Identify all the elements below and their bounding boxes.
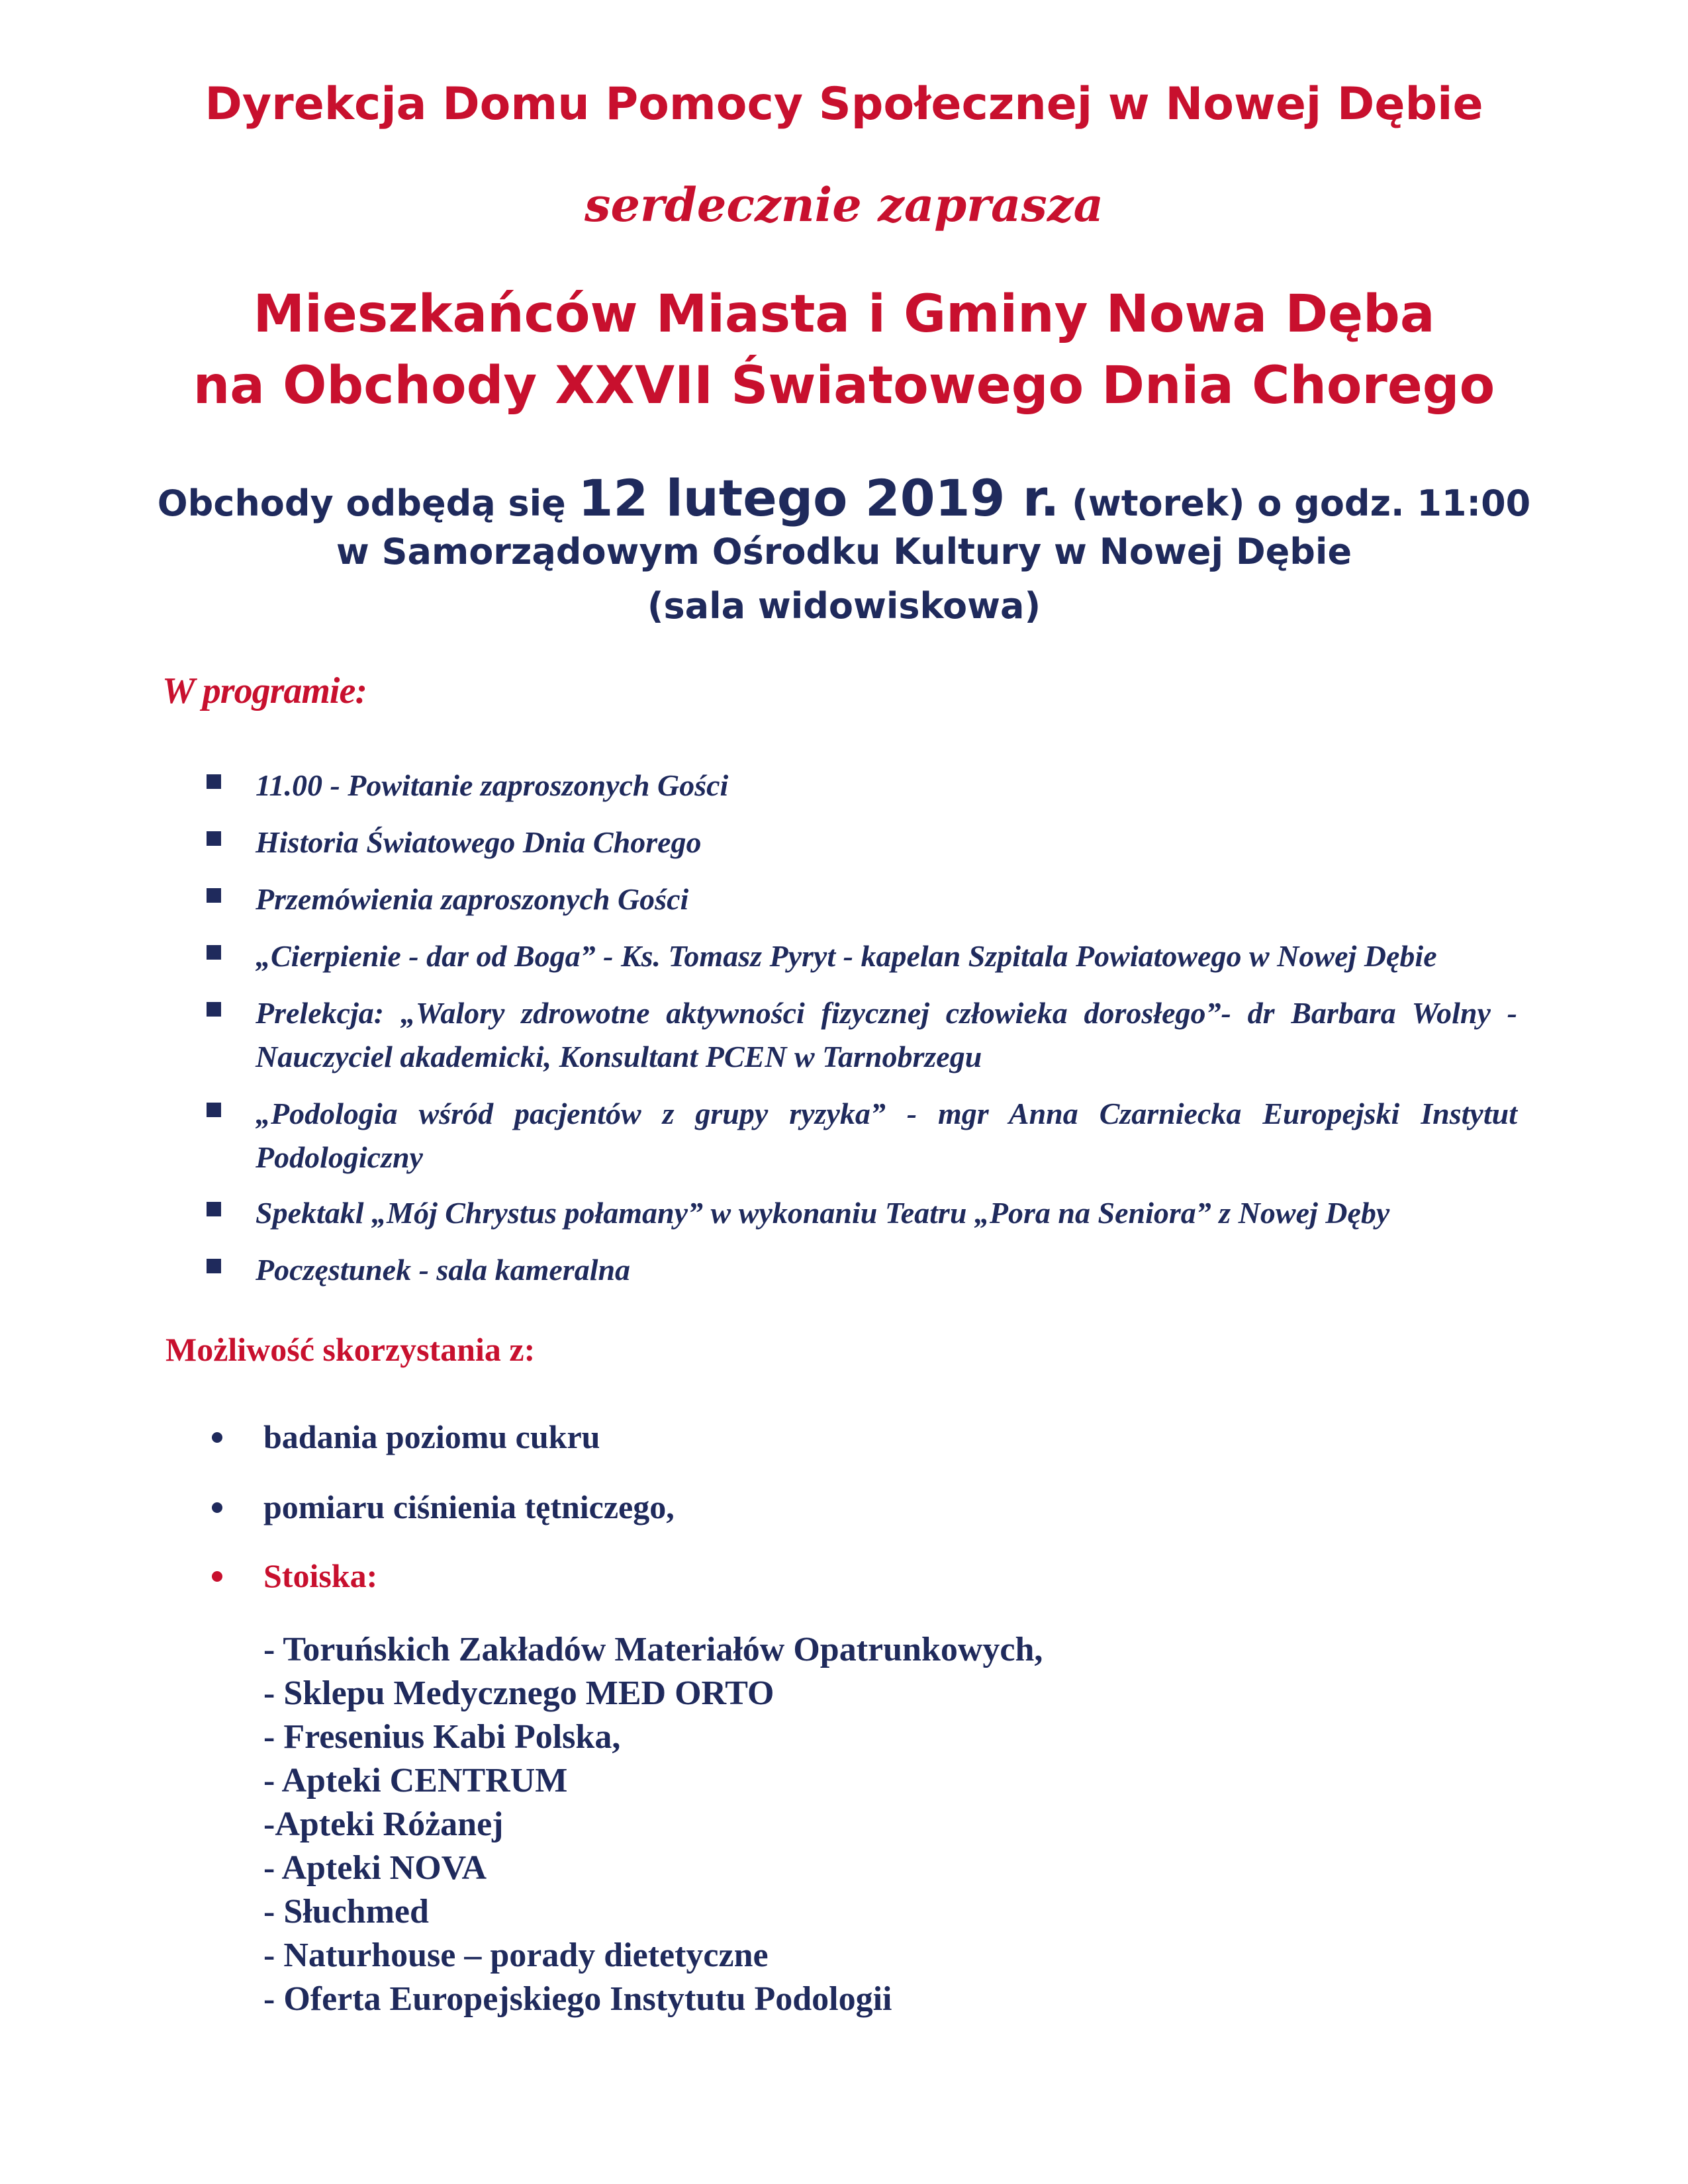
- audience-heading-line2: na Obchody XXVII Światowego Dnia Chorego: [193, 356, 1495, 416]
- round-bullet-icon: [212, 1502, 222, 1513]
- stand-item: - Fresenius Kabi Polska,: [263, 1718, 621, 1756]
- square-bullet-icon: [207, 1202, 221, 1216]
- square-bullet-icon: [207, 1103, 221, 1117]
- square-bullet-icon: [207, 1002, 221, 1017]
- event-date-line: [0, 469, 1688, 527]
- invites-subheading: serdecznie zaprasza: [585, 177, 1103, 232]
- option-item: badania poziomu cukru: [212, 1418, 600, 1456]
- options-label: Możliwość skorzystania z:: [165, 1331, 536, 1368]
- square-bullet-icon: [207, 831, 221, 846]
- event-venue: w Samorządowym Ośrodku Kultury w Nowej Dębie: [336, 531, 1352, 572]
- square-bullet-icon: [207, 774, 221, 789]
- program-item: Poczęstunek - sala kameralna: [207, 1248, 1517, 1292]
- program-item: „Cierpienie - dar od Boga” - Ks. Tomasz Pyryt - kapelan Szpitala Powiatowego w Nowej Dębie: [207, 934, 1517, 978]
- stand-item: - Słuchmed: [263, 1893, 429, 1931]
- stand-item: - Oferta Europejskiego Instytutu Podologii: [263, 1980, 892, 2018]
- program-item: 11.00 - Powitanie zaproszonych Gości: [207, 764, 1517, 807]
- organizer-heading: Dyrekcja Domu Pomocy Społecznej w Nowej Dębie: [205, 78, 1483, 130]
- stand-item: - Sklepu Medycznego MED ORTO: [263, 1674, 774, 1712]
- program-label: W programie:: [162, 670, 367, 711]
- stand-item: - Naturhouse – porady dietetyczne: [263, 1936, 769, 1974]
- event-date-prefix: Obchody odbędą się: [157, 482, 579, 524]
- option-item-stands: Stoiska:: [212, 1557, 377, 1595]
- program-item: Prelekcja: „Walory zdrowotne aktywności fizycznej człowieka dorosłego”- dr Barbara Wolny - Nauczyciel akademicki, Konsultant PCEN w Tarnobrzegu: [207, 991, 1517, 1079]
- event-date-suffix: (wtorek) o godz. 11:00: [1059, 482, 1531, 524]
- round-bullet-icon: [212, 1432, 222, 1443]
- stand-item: - Toruńskich Zakładów Materiałów Opatrunkowych,: [263, 1631, 1043, 1668]
- square-bullet-icon: [207, 888, 221, 903]
- square-bullet-icon: [207, 945, 221, 960]
- program-item: Spektakl „Mój Chrystus połamany” w wykonaniu Teatru „Pora na Seniora” z Nowej Dęby: [207, 1191, 1517, 1235]
- event-date: 12 lutego 2019 r.: [578, 469, 1060, 527]
- program-item: „Podologia wśród pacjentów z grupy ryzyka” - mgr Anna Czarniecka Europejski Instytut Podologiczny: [207, 1092, 1517, 1179]
- round-bullet-icon: [212, 1571, 222, 1582]
- event-room: (sala widowiskowa): [647, 585, 1041, 627]
- stand-item: - Apteki NOVA: [263, 1849, 487, 1887]
- stand-item: - Apteki CENTRUM: [263, 1762, 568, 1799]
- stand-item: -Apteki Różanej: [263, 1805, 504, 1843]
- square-bullet-icon: [207, 1259, 221, 1273]
- program-item: Przemówienia zaproszonych Gości: [207, 878, 1517, 921]
- audience-heading-line1: Mieszkańców Miasta i Gminy Nowa Dęba: [253, 285, 1435, 344]
- program-item: Historia Światowego Dnia Chorego: [207, 821, 1517, 864]
- option-item: pomiaru ciśnienia tętniczego,: [212, 1488, 675, 1526]
